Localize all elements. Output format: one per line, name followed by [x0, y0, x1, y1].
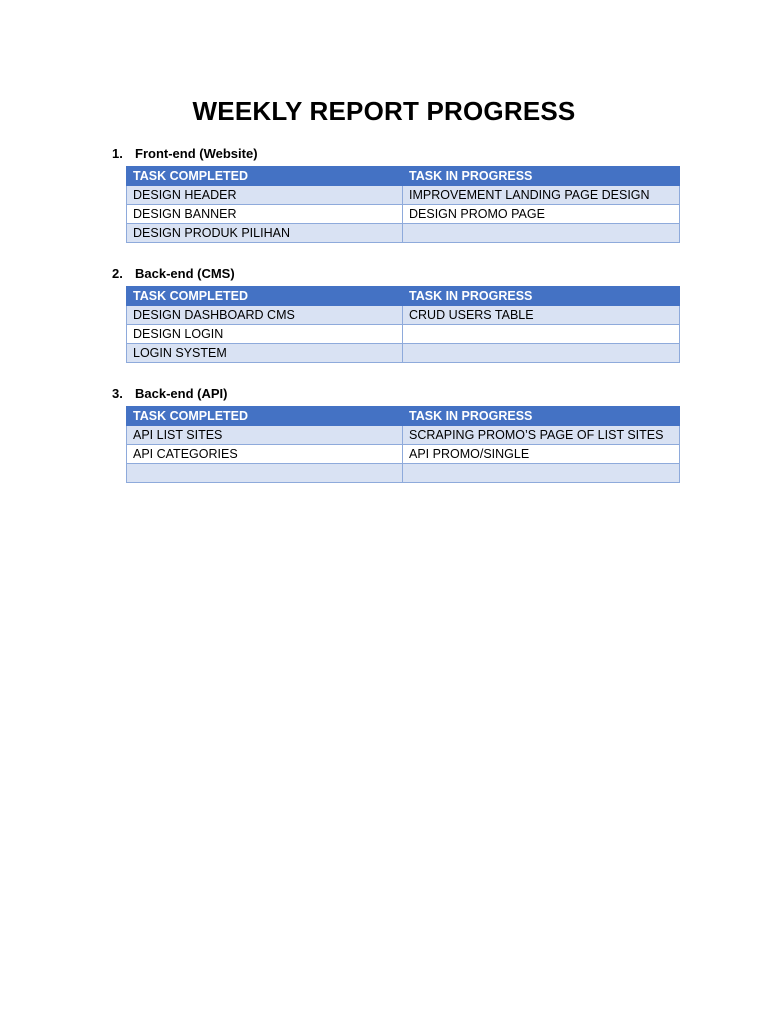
table-row [127, 306, 680, 325]
table-header-row [127, 167, 680, 186]
table-row [127, 205, 680, 224]
table-row [127, 224, 680, 243]
task-completed-cell: DESIGN DASHBOARD CMS [127, 306, 403, 325]
task-in-progress-cell [403, 464, 680, 483]
table-header-row [127, 407, 680, 426]
task-in-progress-cell [403, 224, 680, 243]
table-row [127, 464, 680, 483]
task-in-progress-cell: API PROMO/SINGLE [403, 445, 680, 464]
column-header-in-progress: TASK IN PROGRESS [403, 287, 680, 306]
column-header-in-progress: TASK IN PROGRESS [403, 167, 680, 186]
column-header-in-progress: TASK IN PROGRESS [403, 407, 680, 426]
task-in-progress-cell: SCRAPING PROMO’S PAGE OF LIST SITES [403, 426, 680, 445]
table-row [127, 186, 680, 205]
task-completed-cell: DESIGN HEADER [127, 186, 403, 205]
task-completed-cell: API LIST SITES [127, 426, 403, 445]
table-row [127, 325, 680, 344]
section-frontend-website [112, 145, 680, 243]
task-completed-cell: API CATEGORIES [127, 445, 403, 464]
column-header-completed: TASK COMPLETED [127, 407, 403, 426]
task-in-progress-cell [403, 344, 680, 363]
table-row [127, 426, 680, 445]
task-completed-cell: LOGIN SYSTEM [127, 344, 403, 363]
section-heading [112, 145, 680, 163]
section-title: Back-end (CMS) [135, 266, 235, 281]
section-backend-api [112, 385, 680, 483]
section-number: 2. [112, 266, 123, 281]
section-heading [112, 385, 680, 403]
table-header-row [127, 287, 680, 306]
section-backend-cms [112, 265, 680, 363]
table-row [127, 344, 680, 363]
section-heading [112, 265, 680, 283]
task-table [126, 166, 680, 243]
section-title: Front-end (Website) [135, 146, 258, 161]
task-completed-cell [127, 464, 403, 483]
section-number: 1. [112, 146, 123, 161]
task-completed-cell: DESIGN BANNER [127, 205, 403, 224]
task-in-progress-cell: DESIGN PROMO PAGE [403, 205, 680, 224]
task-in-progress-cell [403, 325, 680, 344]
task-in-progress-cell: CRUD USERS TABLE [403, 306, 680, 325]
page-title: WEEKLY REPORT PROGRESS [192, 96, 576, 126]
table-row [127, 445, 680, 464]
column-header-completed: TASK COMPLETED [127, 167, 403, 186]
section-title: Back-end (API) [135, 386, 228, 401]
section-number: 3. [112, 386, 123, 401]
task-table [126, 406, 680, 483]
task-completed-cell: DESIGN LOGIN [127, 325, 403, 344]
task-table [126, 286, 680, 363]
task-in-progress-cell: IMPROVEMENT LANDING PAGE DESIGN [403, 186, 680, 205]
task-completed-cell: DESIGN PRODUK PILIHAN [127, 224, 403, 243]
column-header-completed: TASK COMPLETED [127, 287, 403, 306]
